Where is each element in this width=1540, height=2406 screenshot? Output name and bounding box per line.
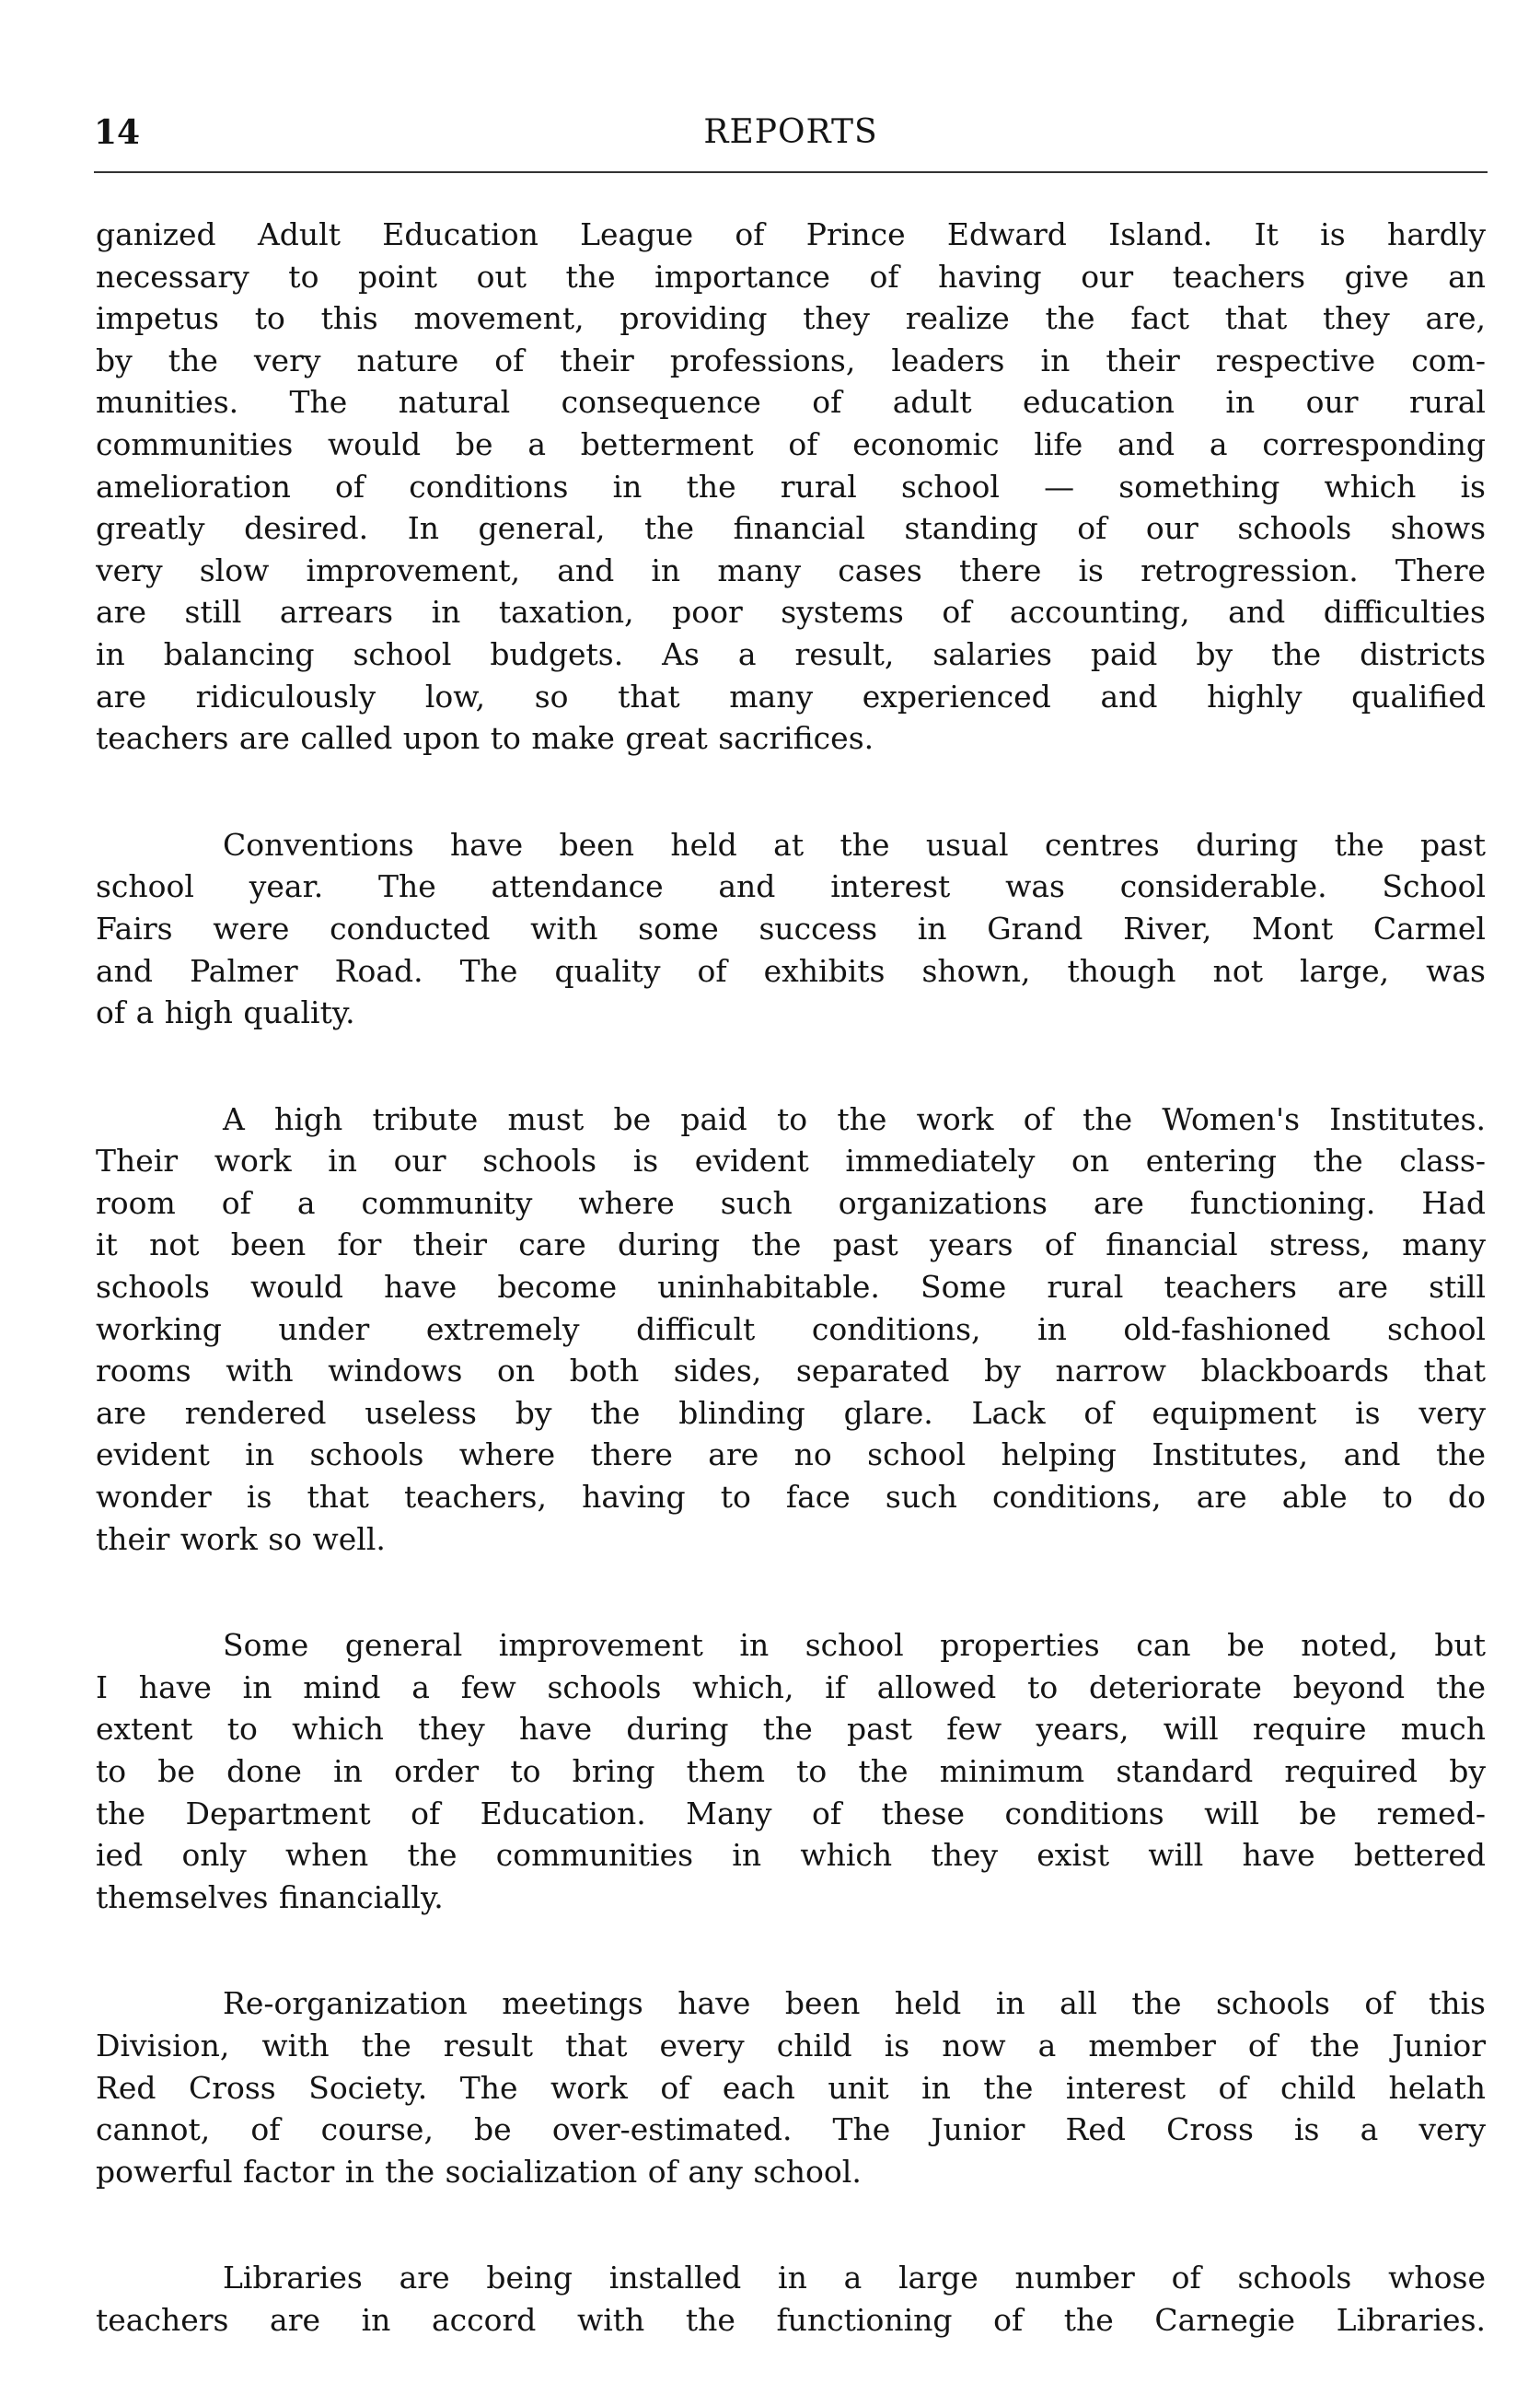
text-line: Libraries are being installed in a large number of schools whose xyxy=(223,2260,1486,2296)
text-line: Red Cross Society. The work of each unit in the interest of child helath xyxy=(96,2069,1486,2106)
text-line: extent to which they have during the past few years, will require much xyxy=(96,1711,1486,1748)
text-line: Fairs were conducted with some success in Grand River, Mont Carmel xyxy=(96,910,1486,947)
body-text xyxy=(96,214,1486,2406)
text-line: teachers are in accord with the functioning of the Carnegie Libraries. xyxy=(96,2301,1486,2338)
text-line: schools would have become uninhabitable. Some rural teachers are still xyxy=(96,1269,1486,1306)
text-line: ied only when the communities in which they exist will have bettered xyxy=(96,1837,1486,1874)
paragraph-5 xyxy=(96,1982,1486,2192)
text-line: and Palmer Road. The quality of exhibits shown, though not large, was xyxy=(96,952,1486,989)
text-line: cannot, of course, be over-estimated. The Junior Red Cross is a very xyxy=(96,2111,1486,2148)
text-line: the Department of Education. Many of these conditions will be remed- xyxy=(96,1795,1486,1831)
running-title: REPORTS xyxy=(703,113,878,151)
text-line: working under extremely difficult conditions, in old-fashioned school xyxy=(96,1310,1486,1347)
paragraph-1 xyxy=(96,214,1486,760)
text-line: room of a community where such organizations are functioning. Had xyxy=(96,1184,1486,1221)
paragraph-6 xyxy=(96,2257,1486,2341)
text-line: A high tribute must be paid to the work of the Women's Institutes. xyxy=(223,1100,1486,1137)
text-line: evident in schools where there are no school helping Institutes, and the xyxy=(96,1436,1486,1473)
text-line: teachers are called upon to make great sacrifices. xyxy=(96,720,874,757)
text-line: Division, with the result that every child is now a member of the Junior xyxy=(96,2027,1486,2063)
text-line: amelioration of conditions in the rural school — something which is xyxy=(96,468,1486,505)
text-line: communities would be a betterment of economic life and a corresponding xyxy=(96,425,1486,462)
text-line: are rendered useless by the blinding glare. Lack of equipment is very xyxy=(96,1394,1486,1431)
text-line: in balancing school budgets. As a result, salaries paid by the districts xyxy=(96,635,1486,672)
text-line: wonder is that teachers, having to face such conditions, are able to do xyxy=(96,1479,1486,1516)
text-line: by the very nature of their professions, leaders in their respective com- xyxy=(96,342,1486,378)
text-line: munities. The natural consequence of adult education in our rural xyxy=(96,384,1486,421)
page-header xyxy=(94,112,1488,164)
text-line: it not been for their care during the past years of financial stress, many xyxy=(96,1226,1486,1263)
text-line: to be done in order to bring them to the minimum standard required by xyxy=(96,1753,1486,1789)
text-line: their work so well. xyxy=(96,1520,386,1557)
text-line: greatly desired. In general, the financial standing of our schools shows xyxy=(96,510,1486,547)
text-line: impetus to this movement, providing they realize the fact that they are, xyxy=(96,300,1486,337)
paragraph-3 xyxy=(96,1098,1486,1561)
text-line: I have in mind a few schools which, if allowed to deteriorate beyond the xyxy=(96,1668,1486,1705)
text-line: rooms with windows on both sides, separated by narrow blackboards that xyxy=(96,1353,1486,1389)
text-line: of a high quality. xyxy=(96,994,355,1031)
paragraph-4 xyxy=(96,1624,1486,1918)
text-line: are still arrears in taxation, poor systems of accounting, and difficulties xyxy=(96,594,1486,631)
text-line: Their work in our schools is evident immediately on entering the class- xyxy=(96,1143,1486,1180)
page-number: 14 xyxy=(94,113,141,152)
text-line: very slow improvement, and in many cases there is retrogression. There xyxy=(96,552,1486,588)
text-line: ganized Adult Education League of Prince Edward Island. It is hardly xyxy=(96,216,1486,252)
text-line: Some general improvement in school properties can be noted, but xyxy=(223,1627,1486,1664)
text-line: powerful factor in the socialization of any school. xyxy=(96,2153,862,2190)
header-rule xyxy=(94,171,1488,173)
text-line: Conventions have been held at the usual centres during the past xyxy=(223,826,1486,863)
text-line: themselves financially. xyxy=(96,1878,444,1915)
paragraph-2 xyxy=(96,824,1486,1034)
text-line: school year. The attendance and interest was considerable. School xyxy=(96,868,1486,905)
text-line: are ridiculously low, so that many experienced and highly qualified xyxy=(96,678,1486,715)
text-line: Re-organization meetings have been held in all the schools of this xyxy=(223,1985,1486,2022)
text-line: necessary to point out the importance of having our teachers give an xyxy=(96,258,1486,295)
